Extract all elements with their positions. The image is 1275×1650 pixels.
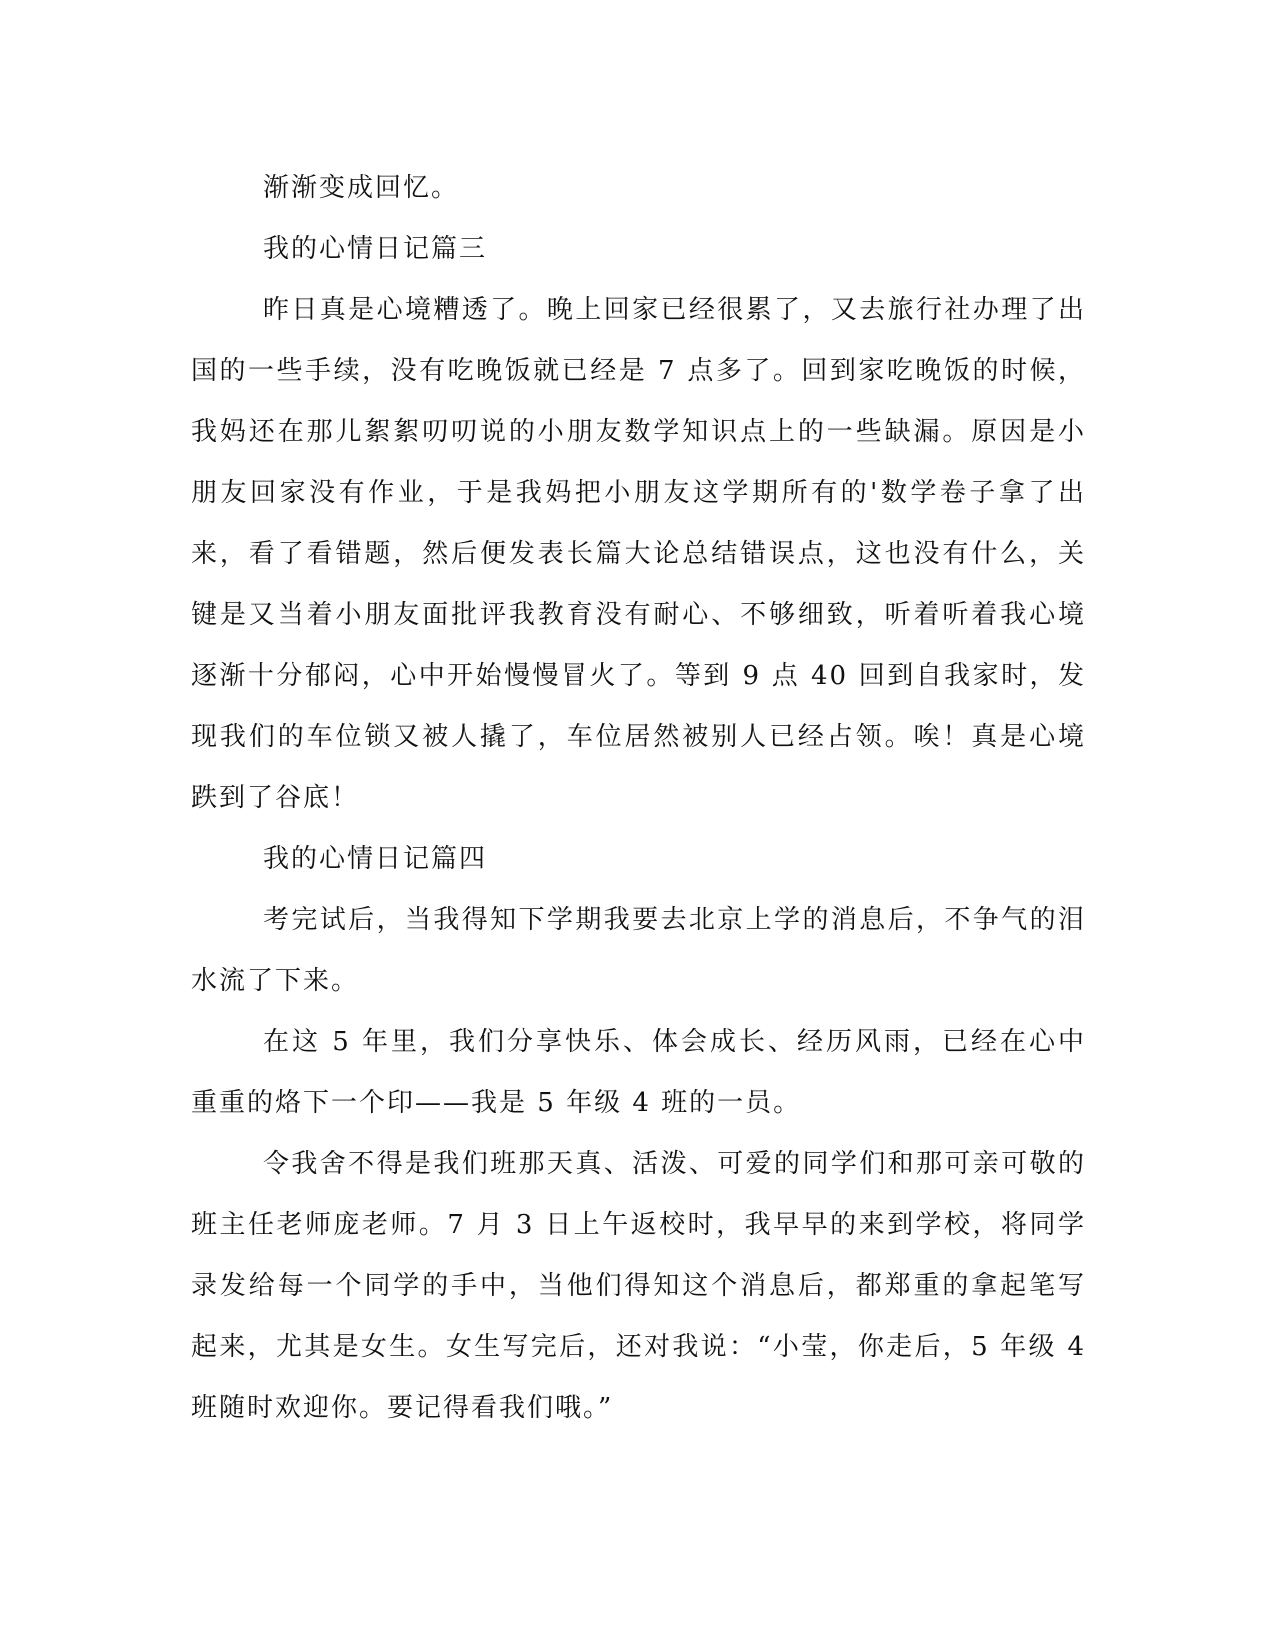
section-heading-3: 我的心情日记篇三 — [263, 234, 488, 264]
paragraph-diary-4-c: 令我舍不得是我们班那天真、活泼、可爱的同学们和那可亲可敬的班主任老师庞老师。7 月 3 日上午返校时，我早早的来到学校，将同学录发给每一个同学的手中，当他们得知这个消息后，都郑重的拿起笔写起来，尤其是女生。女生写完后，还对我说：“小莹，你走后，5 年级 4 班随时欢迎你。要记得看我们哦。” — [191, 1149, 1086, 1423]
section-heading-4: 我的心情日记篇四 — [263, 844, 488, 874]
paragraph-continuation: 渐渐变成回忆。 — [263, 173, 460, 203]
paragraph-diary-4-b: 在这 5 年里，我们分享快乐、体会成长、经历风雨，已经在心中重重的烙下一个印——我是 5 年级 4 班的一员。 — [191, 1027, 1086, 1118]
paragraph-diary-3: 昨日真是心境糟透了。晚上回家已经很累了，又去旅行社办理了出国的一些手续，没有吃晚饭就已经是 7 点多了。回到家吃晚饭的时候，我妈还在那儿絮絮叨叨说的小朋友数学知识点上的一些缺漏。原因是小朋友回家没有作业，于是我妈把小朋友这学期所有的'数学卷子拿了出来，看了看错题，然后便发表长篇大论总结错误点，这也没有什么，关键是又当着小朋友面批评我教育没有耐心、不够细致，听着听着我心境逐渐十分郁闷，心中开始慢慢冒火了。等到 9 点 40 回到自我家时，发现我们的车位锁又被人撬了，车位居然被别人已经占领。唉！真是心境跌到了谷底！ — [191, 295, 1086, 813]
document-body — [191, 158, 1086, 1439]
paragraph-diary-4-a: 考完试后，当我得知下学期我要去北京上学的消息后，不争气的泪水流了下来。 — [191, 905, 1086, 996]
